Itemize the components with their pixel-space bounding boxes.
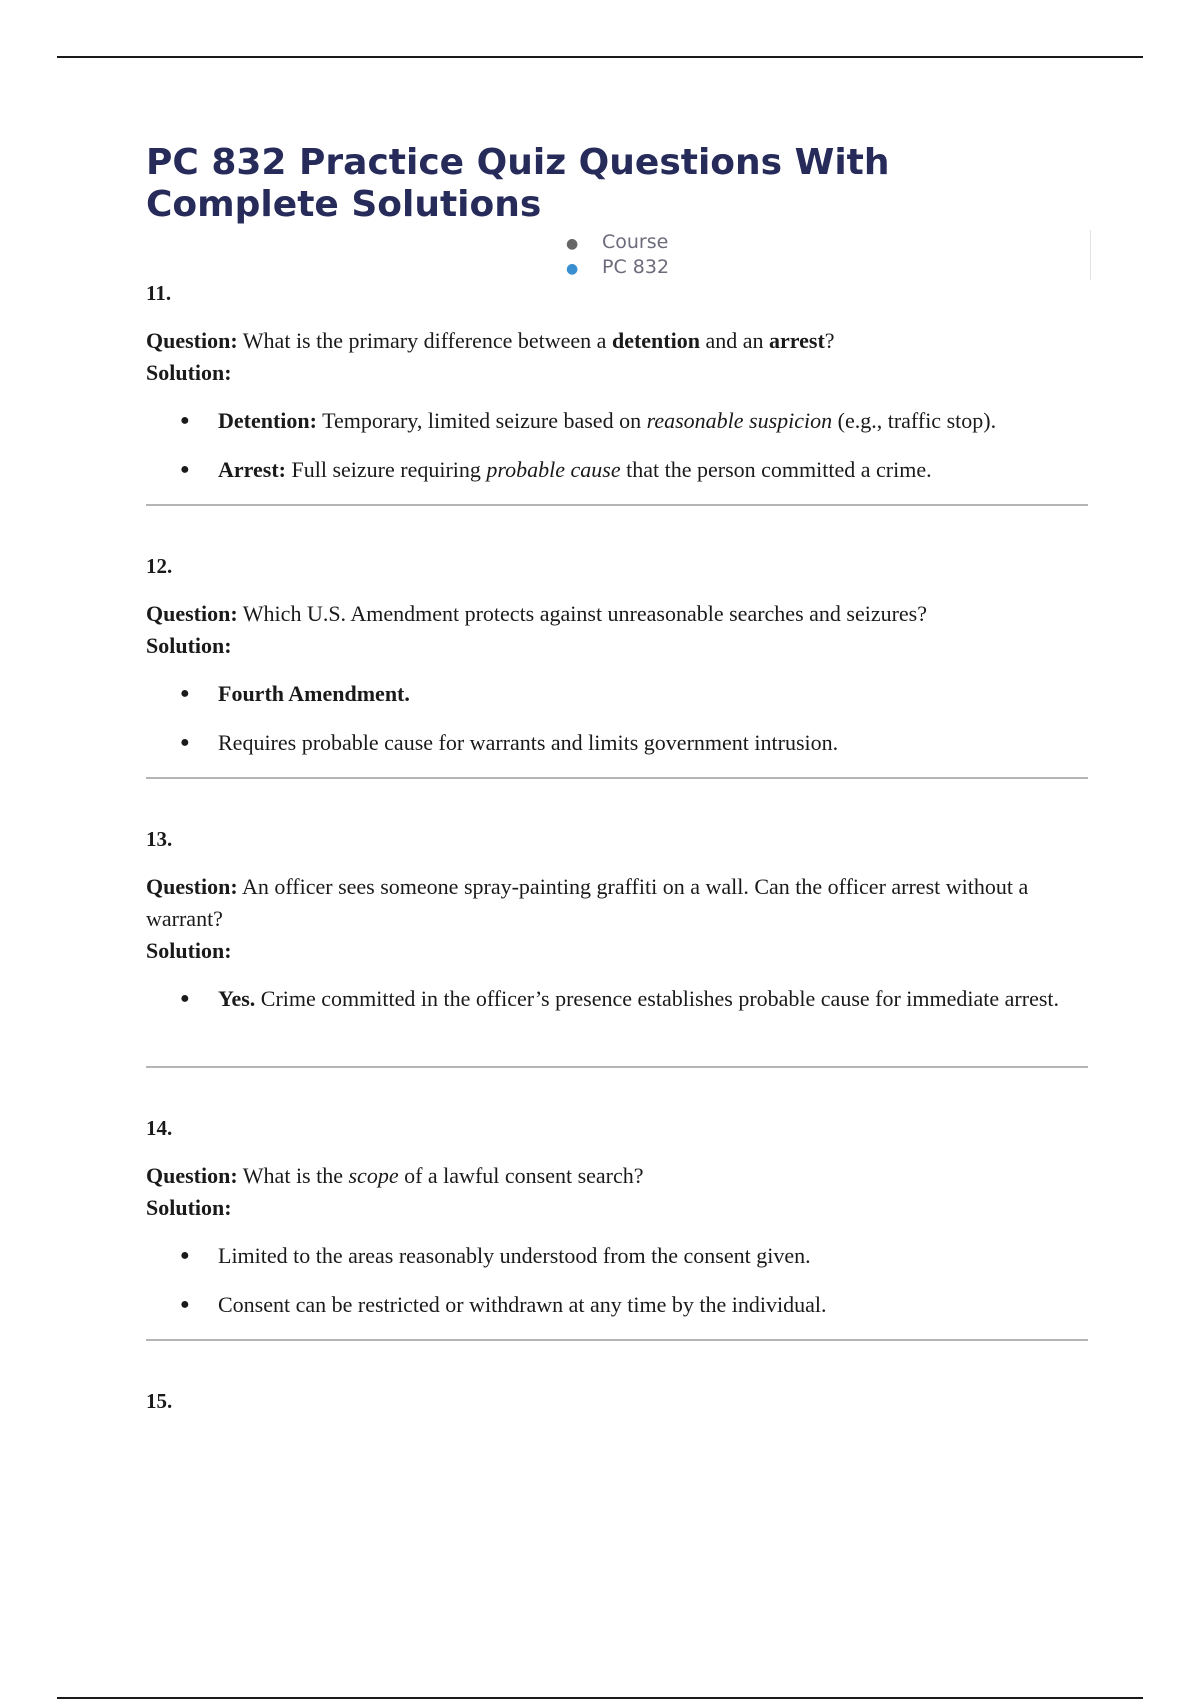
- solution-label: Solution:: [146, 360, 232, 385]
- page-bottom-rule: [57, 1697, 1143, 1699]
- solution-list: [146, 678, 1088, 759]
- solution-label: Solution:: [146, 633, 232, 658]
- page-top-rule: [57, 56, 1143, 58]
- bullet-icon: ●: [566, 261, 579, 277]
- meta-course-label: Course: [602, 231, 669, 253]
- question-number: 11.: [146, 281, 172, 305]
- section-divider: [146, 1339, 1088, 1341]
- section-divider: [146, 504, 1088, 506]
- solution-item: ● Arrest: Full seizure requiring probable cause that the person committed a crime.: [146, 454, 1088, 486]
- solution-item: ● Limited to the areas reasonably understood from the consent given.: [146, 1240, 1088, 1272]
- question-label: Question:: [146, 601, 238, 626]
- question-number: 12.: [146, 554, 173, 578]
- bullet-icon: ●: [180, 461, 190, 478]
- question-block-11: [146, 277, 1088, 503]
- solution-label: Solution:: [146, 938, 232, 963]
- question-label: Question:: [146, 874, 238, 899]
- question-block-12: [146, 550, 1088, 776]
- section-divider: [146, 1066, 1088, 1068]
- solution-item: ● Fourth Amendment.: [146, 678, 1088, 710]
- bullet-icon: ●: [566, 236, 579, 252]
- solution-list: [146, 1240, 1088, 1321]
- question-block-15: [146, 1385, 1088, 1417]
- question-text: Question: Which U.S. Amendment protects against unreasonable searches and seizures?: [146, 601, 928, 626]
- question-label: Question:: [146, 328, 238, 353]
- question-number: 15.: [146, 1389, 173, 1413]
- question-number: 14.: [146, 1116, 173, 1140]
- solution-item: ● Requires probable cause for warrants and limits government intrusion.: [146, 727, 1088, 759]
- solution-list: [146, 983, 1088, 1015]
- meta-course-code-label: PC 832: [602, 256, 670, 278]
- bullet-icon: ●: [180, 1296, 190, 1313]
- question-text: Question: What is the scope of a lawful consent search?: [146, 1163, 644, 1188]
- question-text: Question: An officer sees someone spray-painting graffiti on a wall. Can the officer arrest without a warrant?: [146, 874, 1029, 931]
- bullet-icon: ●: [180, 685, 190, 702]
- question-label: Question:: [146, 1163, 238, 1188]
- bullet-icon: ●: [180, 734, 190, 751]
- question-text: Question: What is the primary difference between a detention and an arrest?: [146, 328, 835, 353]
- page-title: PC 832 Practice Quiz Questions With Complete Solutions: [146, 142, 890, 225]
- solution-label: Solution:: [146, 1195, 232, 1220]
- bullet-icon: ●: [180, 990, 190, 1007]
- solution-item: ● Consent can be restricted or withdrawn at any time by the individual.: [146, 1289, 1088, 1321]
- question-block-13: [146, 823, 1088, 1032]
- solution-item: ● Yes. Crime committed in the officer’s presence establishes probable cause for immediate arrest.: [146, 983, 1088, 1015]
- meta-course[interactable]: [566, 230, 668, 255]
- section-divider: [146, 777, 1088, 779]
- document-meta: [566, 230, 1091, 280]
- bullet-icon: ●: [180, 1247, 190, 1264]
- bullet-icon: ●: [180, 412, 190, 429]
- question-number: 13.: [146, 827, 173, 851]
- question-block-14: [146, 1112, 1088, 1338]
- solution-list: [146, 405, 1088, 486]
- solution-item: ● Detention: Temporary, limited seizure based on reasonable suspicion (e.g., traffic stop).: [146, 405, 1088, 437]
